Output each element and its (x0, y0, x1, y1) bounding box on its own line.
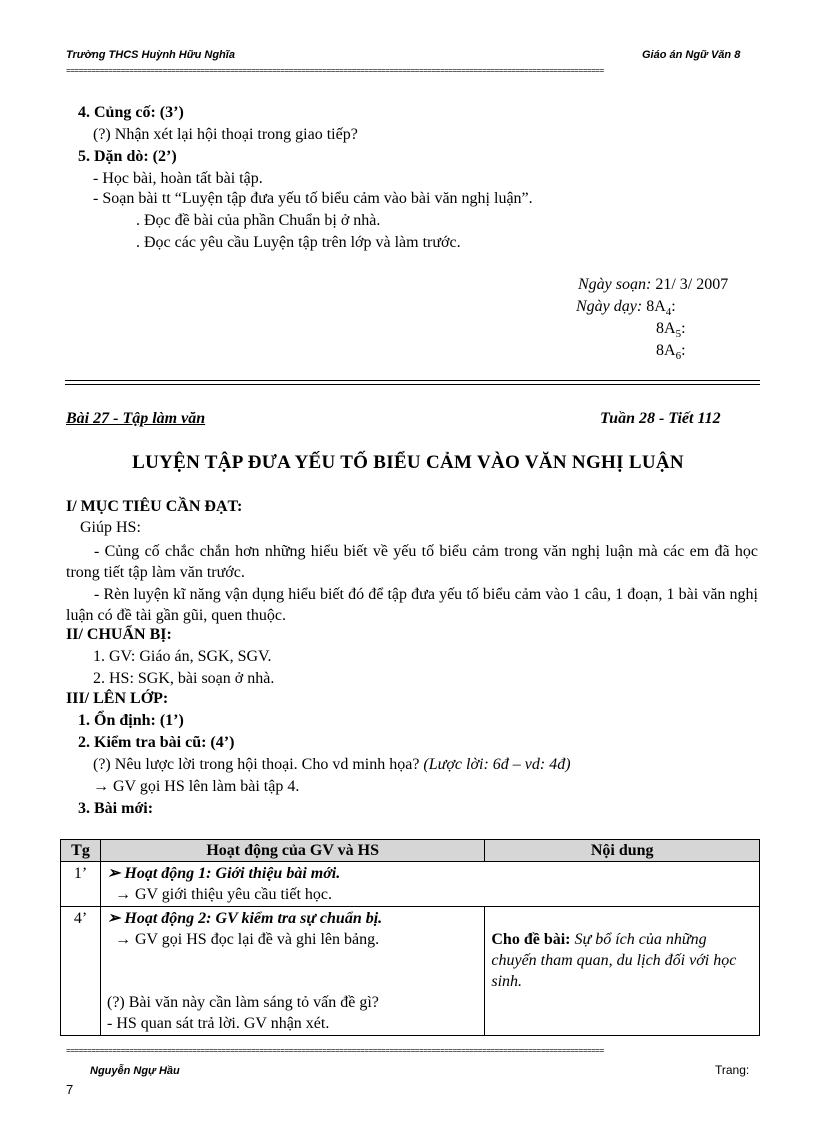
objectives-intro: Giúp HS: (80, 519, 141, 536)
objectives-p2: - Rèn luyện kĩ năng vận dụng hiểu biết đó để tập đưa yếu tố biểu cảm vào 1 câu, 1 đoạn, 1 bài văn nghị luận có đề tài gần gũi, quen thuộc. (66, 586, 758, 624)
prep-date (578, 276, 728, 294)
prepare-gv: 1. GV: Giáo án, SGK, SGV. (93, 648, 272, 665)
class-sub: 5 (675, 328, 682, 341)
content-text: Sự bổ ích của những chuyến tham quan, du lịch đối với học sinh. (491, 931, 737, 990)
procedure-score: (Lược lời: 6đ – vd: 4đ) (423, 756, 571, 773)
activity-line: → GV gọi HS đọc lại đề và ghi lên bảng. (114, 931, 380, 948)
time-cell: 4’ (61, 907, 101, 1036)
procedure-step3: 3. Bài mới: (78, 800, 154, 817)
objectives-heading: I/ MỤC TIÊU CẦN ĐẠT: (66, 498, 243, 515)
activity-title: ➢ Hoạt động 2: GV kiểm tra sự chuẩn bị. (106, 910, 383, 927)
prepare-heading: II/ CHUẨN BỊ: (66, 626, 172, 643)
footer-author: Nguyễn Ngự Hầu (90, 1065, 180, 1077)
activity-answer: - HS quan sát trả lời. GV nhận xét. (106, 1015, 330, 1032)
activity-table (60, 839, 760, 1036)
table-row (61, 862, 760, 907)
activity-cell (100, 907, 484, 1036)
teach-date: Ngày dạy: $8A_4$: (576, 298, 676, 319)
objectives-p1: - Củng cố chắc chắn hơn những hiểu biết về yếu tố biểu cảm trong văn nghị luận mà các em đã học trong tiết tập làm văn trước. (66, 543, 758, 581)
class-sub: 6 (675, 350, 682, 363)
consolidate-question: (?) Nhận xét lại hội thoại trong giao tiếp? (93, 126, 358, 143)
prepare-hs: 2. HS: SGK, bài soạn ở nhà. (93, 670, 275, 687)
column-header: Tg (61, 840, 101, 862)
procedure-step2-action: → GV gọi HS lên làm bài tập 4. (93, 778, 300, 795)
table-row (61, 907, 760, 1036)
content-cell (485, 907, 760, 1036)
class-label: 8A (656, 342, 676, 359)
teach-class-3: $8A_6$: (656, 342, 686, 363)
header-rule: ================================================================================================================================ (66, 68, 604, 76)
activity-cell (100, 862, 759, 907)
footer-page-label: Trang: (715, 1063, 750, 1077)
homework-title: 5. Dặn dò: (2’) (78, 148, 177, 165)
table-header-row (61, 840, 760, 862)
header-subject: Giáo án Ngữ Văn 8 (642, 49, 741, 61)
lesson-title: LUYỆN TẬP ĐƯA YẾU TỐ BIỂU CẢM VÀO VĂN NGHỊ LUẬN (132, 452, 684, 473)
section-divider (65, 380, 760, 385)
procedure-heading: III/ LÊN LỚP: (66, 690, 169, 707)
class-sub: 4 (665, 306, 672, 319)
homework-subitem: . Đọc đề bài của phần Chuẩn bị ở nhà. (136, 212, 381, 229)
teach-date-label: Ngày dạy: (576, 298, 643, 315)
activity-line: → GV giới thiệu yêu cầu tiết học. (114, 886, 332, 903)
class-label: 8A (646, 298, 666, 315)
footer-rule: ================================================================================================================================ (66, 1048, 604, 1056)
time-cell: 1’ (61, 862, 101, 907)
prep-date-label: Ngày soạn: (578, 276, 652, 293)
activity-title: ➢ Hoạt động 1: Giới thiệu bài mới. (106, 865, 341, 882)
column-header: Nội dung (485, 840, 760, 862)
class-label: 8A (656, 320, 676, 337)
procedure-step2-question: (?) Nêu lược lời trong hội thoại. Cho vd minh họa? (Lược lời: 6đ – vd: 4đ) (93, 756, 571, 773)
procedure-step1: 1. Ổn định: (1’) (78, 712, 184, 729)
lesson-week: Tuần 28 - Tiết 112 (600, 410, 721, 427)
homework-item: - Soạn bài tt “Luyện tập đưa yếu tố biểu cảm vào bài văn nghị luận”. (93, 190, 533, 207)
header-school: Trường THCS Huỳnh Hữu Nghĩa (66, 49, 235, 61)
prep-date-value: 21/ 3/ 2007 (655, 276, 729, 293)
footer-page-number: 7 (66, 1082, 74, 1097)
homework-subitem: . Đọc các yêu cầu Luyện tập trên lớp và làm trước. (136, 234, 461, 251)
column-header: Hoạt động của GV và HS (100, 840, 484, 862)
procedure-step2: 2. Kiểm tra bài cũ: (4’) (78, 734, 235, 751)
content-label: Cho đề bài: (491, 931, 571, 948)
lesson-unit: Bài 27 - Tập làm văn (66, 410, 206, 427)
consolidate-title: 4. Củng cố: (3’) (78, 104, 184, 121)
activity-question: (?) Bài văn này cần làm sáng tỏ vấn đề gì? (106, 994, 379, 1011)
homework-item: - Học bài, hoàn tất bài tập. (93, 170, 263, 187)
teach-class-2: $8A_5$: (656, 320, 686, 341)
